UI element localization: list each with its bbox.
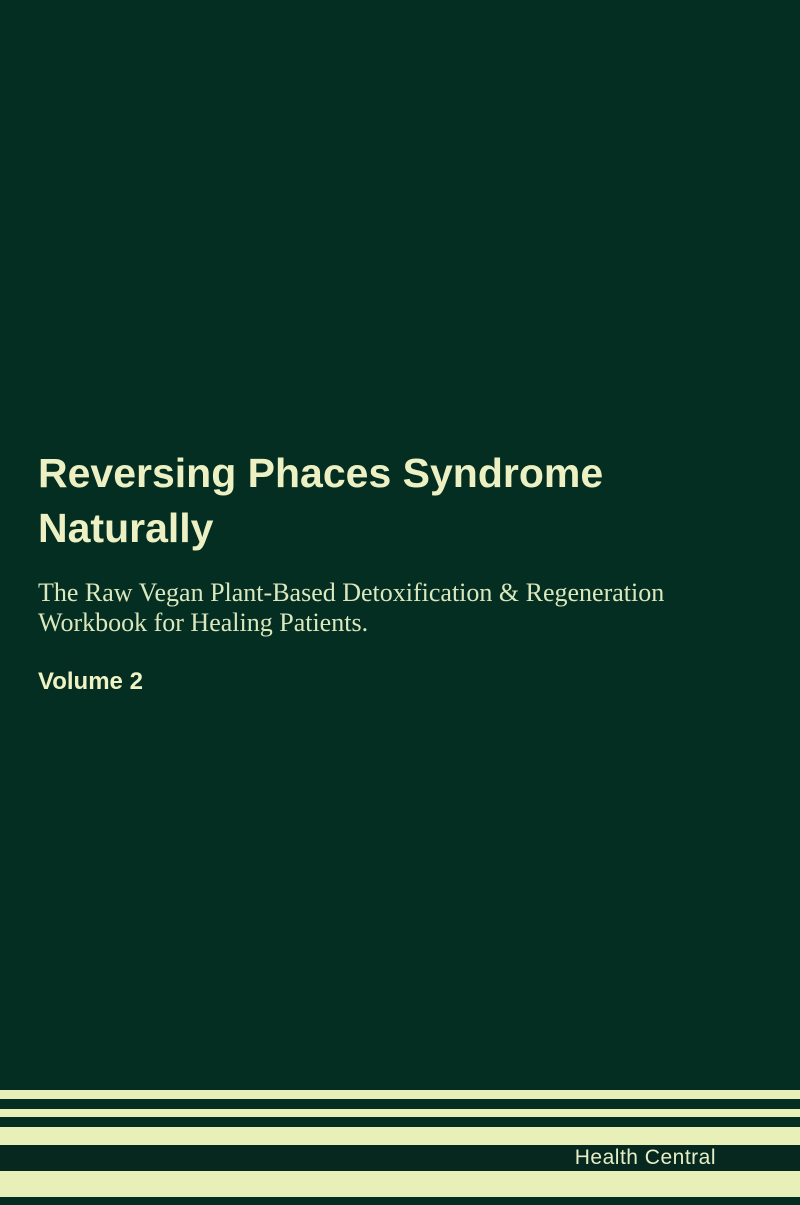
- publisher-name: Health Central: [574, 1146, 716, 1169]
- stripe-cream-4: [0, 1171, 800, 1197]
- book-title-line-1: Reversing Phaces Syndrome: [38, 450, 604, 496]
- book-title: [38, 446, 753, 556]
- footer-stripes: [0, 1090, 800, 1205]
- book-title-line-2: Naturally: [38, 505, 214, 551]
- stripe-cream-3: [0, 1127, 800, 1145]
- stripe-dark-1: [0, 1099, 800, 1109]
- stripe-dark-2: [0, 1117, 800, 1127]
- stripe-cream-2: [0, 1109, 800, 1117]
- publisher-band: [0, 1145, 800, 1171]
- book-subtitle-line-1: The Raw Vegan Plant-Based Detoxification & Regeneration: [38, 578, 665, 607]
- volume-label: Volume 2: [38, 668, 143, 695]
- book-subtitle: [38, 578, 768, 638]
- book-subtitle-line-2: Workbook for Healing Patients.: [38, 608, 369, 637]
- stripe-dark-3: [0, 1197, 800, 1205]
- stripe-cream-1: [0, 1090, 800, 1099]
